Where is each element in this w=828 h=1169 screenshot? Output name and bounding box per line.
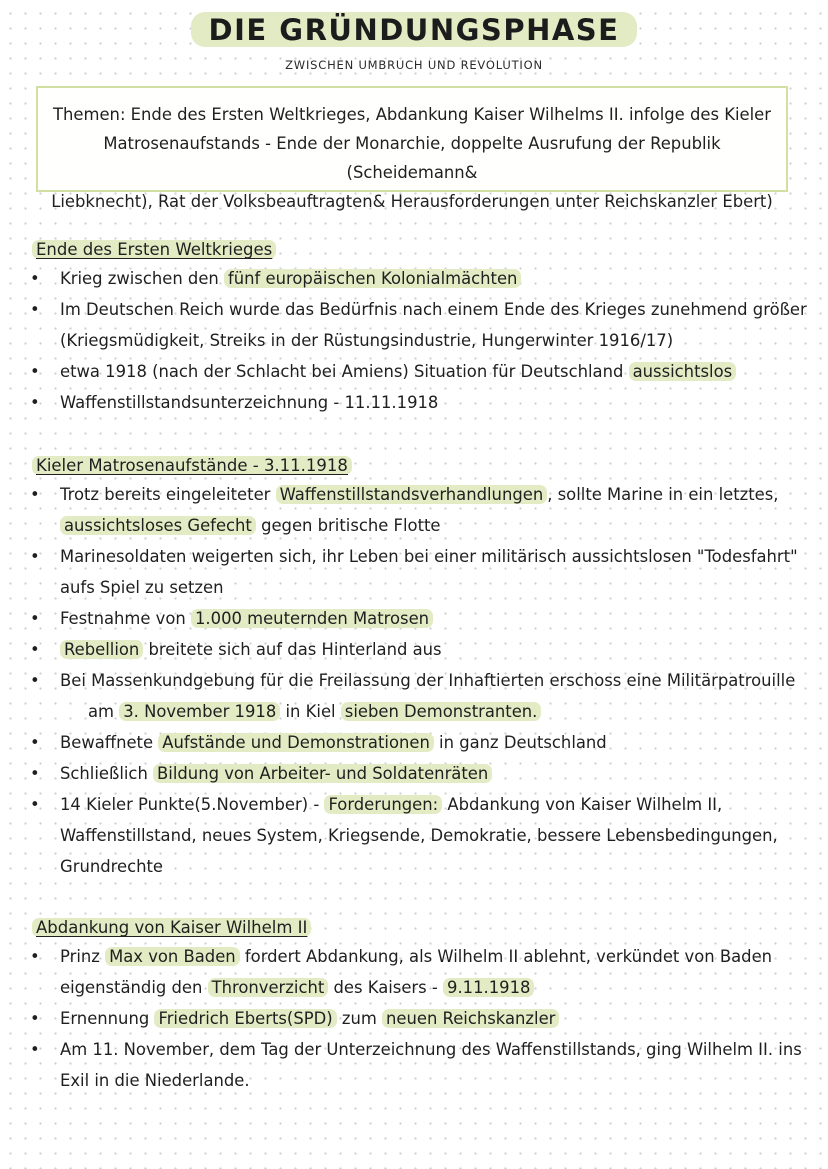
bullet-text: Trotz bereits eingeleiteter [60,485,276,504]
bullet-text: am [88,701,120,721]
highlight: neuen Reichskanzler [382,1009,559,1028]
bullet-text: Schließlich [60,764,154,783]
bullet-item [30,295,807,357]
bullet-dot: • [30,300,40,319]
bullet-continuation: aufs Spiel zu setzen [60,577,224,597]
highlight: Rebellion [60,640,143,659]
bullet-dot: • [30,362,40,381]
bullet-continuation: Waffenstillstand, neues System, Kriegsende, Demokratie, bessere Lebensbedingungen, [60,825,778,845]
highlight: Friedrich Eberts(SPD) [154,1009,336,1028]
highlight: Bildung von Arbeiter- und Soldatenräten [153,764,492,783]
bullet-dot: • [30,671,40,690]
bullet-item [30,357,736,388]
highlight: Max von Baden [105,947,240,966]
bullet-text: fordert Abdankung, als Wilhelm II ablehnt, verkündet von Baden [239,947,773,966]
bullet-text: Krieg zwischen den [60,269,225,288]
highlight: sieben Demonstranten. [341,702,542,721]
bullet-text: Bewaffnete [60,733,159,752]
highlight: fünf europäischen Kolonialmächten [224,269,521,288]
bullet-dot: • [30,485,40,504]
bullet-text: des Kaisers - [328,977,444,997]
bullet-dot: • [30,393,40,412]
bullet-item [30,759,492,790]
bullet-text: Prinz [60,947,106,966]
bullet-text: Abdankung von Kaiser Wilhelm II, [442,795,723,814]
bullet-item [30,264,521,295]
bullet-item [30,1035,802,1097]
bullet-item [30,635,442,666]
highlight: 3. November 1918 [119,702,280,721]
bullet-text: Waffenstillstandsunterzeichnung - 11.11.1918 [60,393,439,412]
bullet-continuation: Exil in die Niederlande. [60,1070,250,1090]
highlight: 1.000 meuternden Matrosen [191,609,433,628]
bullet-text: zum [336,1009,383,1028]
topics-line: Themen: Ende des Ersten Weltkrieges, Abdankung Kaiser Wilhelms II. infolge des Kieler [53,105,771,124]
bullet-item [30,480,779,542]
bullet-item [30,728,607,759]
bullet-item [30,542,798,604]
bullet-text: in ganz Deutschland [433,733,607,752]
section-heading-matrosenaufstaende [32,455,352,477]
bullet-text: eigenständig den [60,977,208,997]
bullet-continuation [30,511,779,542]
topics-box [36,86,788,211]
bullet-text: Ernennung [60,1009,155,1028]
title-wrap [0,12,828,47]
bullet-item [30,604,433,635]
bullet-dot: • [30,764,40,783]
bullet-text: Marinesoldaten weigerten sich, ihr Leben bei einer militärisch aussichtslosen "Todesfahrt" [60,547,798,566]
section-heading-text: Ende des Ersten Weltkrieges [32,240,276,259]
highlight: Waffenstillstandsverhandlungen [276,485,548,504]
bullet-dot: • [30,733,40,752]
topics-line: Liebknecht), Rat der Volksbeauftragten& Herausforderungen unter Reichskanzler Ebert) [51,192,773,211]
highlight: 9.11.1918 [443,978,534,997]
bullet-item [30,790,778,882]
highlight: Aufstände und Demonstrationen [158,733,434,752]
bullet-text: , sollte Marine in ein letztes, [547,485,779,504]
bullet-text: etwa 1918 (nach der Schlacht bei Amiens) Situation für Deutschland [60,362,629,381]
bullet-continuation [30,697,795,728]
bullet-item [30,1004,559,1035]
page-title: DIE GRÜNDUNGSPHASE [191,12,638,47]
bullet-text: Im Deutschen Reich wurde das Bedürfnis nach einem Ende des Krieges zunehmend größer [60,300,807,319]
bullet-dot: • [30,640,40,659]
bullet-item [30,666,795,728]
bullet-text: Am 11. November, dem Tag der Unterzeichnung des Waffenstillstands, ging Wilhelm II. ins [60,1040,802,1059]
bullet-dot: • [30,269,40,288]
highlight: Thronverzicht [208,978,329,997]
page-subtitle: ZWISCHEN UMBRUCH UND REVOLUTION [285,58,543,72]
bullet-text: gegen britische Flotte [255,515,441,535]
bullet-item [30,388,438,419]
bullet-dot: • [30,1009,40,1028]
bullet-dot: • [30,547,40,566]
section-heading-abdankung [32,917,311,939]
bullet-continuation [30,973,772,1004]
bullet-dot: • [30,1040,40,1059]
bullet-dot: • [30,947,40,966]
bullet-text: Bei Massenkundgebung für die Freilassung der Inhaftierten erschoss eine Militärpatrouille [60,671,796,690]
bullet-continuation: Grundrechte [60,856,163,876]
highlight: Forderungen: [324,795,442,814]
highlight: aussichtsloses Gefecht [60,516,256,535]
bullet-text: in Kiel [280,701,341,721]
bullet-text: 14 Kieler Punkte(5.November) - [60,795,325,814]
section-heading-text: Abdankung von Kaiser Wilhelm II [32,918,311,937]
topics-line: Matrosenaufstands - Ende der Monarchie, doppelte Ausrufung der Republik (Scheidemann& [103,134,721,182]
bullet-item [30,942,772,1004]
section-heading-text: Kieler Matrosenaufstände - 3.11.1918 [32,456,352,475]
bullet-continuation: (Kriegsmüdigkeit, Streiks in der Rüstungsindustrie, Hungerwinter 1916/17) [60,330,674,350]
bullet-dot: • [30,795,40,814]
bullet-text: breitete sich auf das Hinterland aus [143,640,442,659]
section-heading-weltkrieg [32,239,276,261]
bullet-text: Festnahme von [60,609,191,628]
bullet-dot: • [30,609,40,628]
highlight: aussichtslos [629,362,737,381]
